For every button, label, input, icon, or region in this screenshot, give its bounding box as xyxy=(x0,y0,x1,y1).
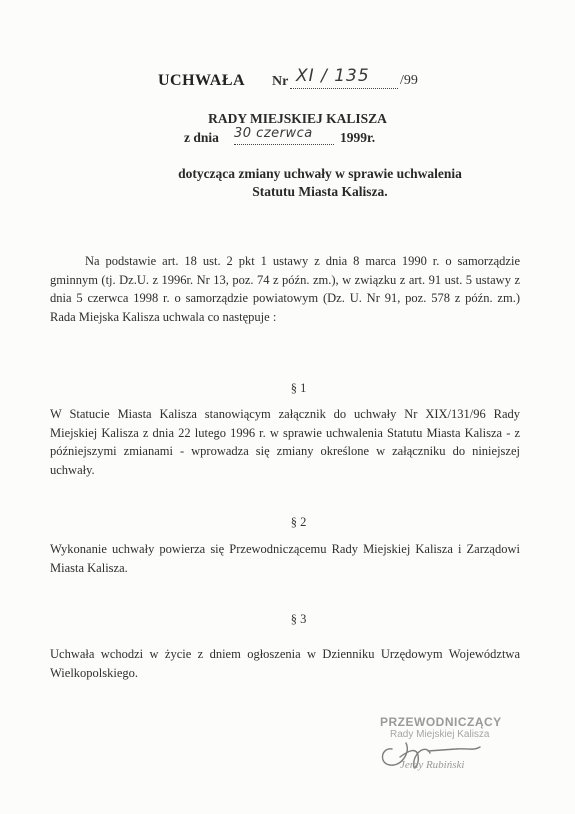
council-name: RADY MIEJSKIEJ KALISZA xyxy=(208,111,387,126)
handwritten-signature xyxy=(370,721,520,781)
section-2-text: Wykonanie uchwały powierza się Przewodniczącemu Rady Miejskiej Kalisza i Zarządowi Miasta Kalisza. xyxy=(50,542,520,575)
date-row xyxy=(184,126,444,149)
section-1-heading: § 1 xyxy=(290,381,307,395)
resolution-title-row xyxy=(150,66,470,94)
subject-line-2: Statutu Miasta Kalisza. xyxy=(252,184,388,199)
preamble-paragraph: Na podstawie art. 18 ust. 2 pkt 1 ustawy z dnia 8 marca 1990 r. o samorządzie gminnym (tj. Dz.U. z 1996r. Nr 13, poz. 74 z późn. zm.), w związku z art. 91 ust. 5 ustawy z dnia 5 czerwca 1998 r. o samorządzie powiatowym (Dz. U. Nr 91, poz. 578 z późn. zm.) Rada Miejska Kalisza uchwala co następuje : xyxy=(50,254,520,324)
date-dotted-line xyxy=(234,144,334,145)
section-3-text: Uchwała wchodzi w życie z dniem ogłoszenia w Dzienniku Urzędowym Województwa Wielkopolskiego. xyxy=(50,647,520,680)
stamp-title: PRZEWODNICZĄCY xyxy=(380,715,502,729)
date-prefix: z dnia xyxy=(184,130,219,145)
section-2-heading: § 2 xyxy=(290,515,307,529)
number-dotted-line xyxy=(290,88,398,89)
section-1-text: W Statucie Miasta Kalisza stanowiącym załącznik do uchwały Nr XIX/131/96 Rady Miejskiej Kalisza z dnia 22 lutego 1996 r. w sprawie uchwalenia Statutu Miasta Kalisza - z późniejszymi zmianami - wprowadza się zmiany określone w załączniku do niniejszej uchwały. xyxy=(50,407,520,477)
resolution-title: UCHWAŁA xyxy=(158,72,246,89)
number-year-suffix: /99 xyxy=(400,73,418,88)
stamp-name: Jerzy Rubiński xyxy=(400,759,465,771)
handwritten-number: XI / 135 xyxy=(296,66,370,86)
section-3-heading: § 3 xyxy=(290,612,307,626)
chairman-stamp xyxy=(370,715,530,775)
stamp-council: Rady Miejskiej Kalisza xyxy=(390,729,490,740)
resolution-subject xyxy=(160,165,480,201)
handwritten-date: 30 czerwca xyxy=(234,126,313,141)
number-label: Nr xyxy=(272,74,289,89)
subject-line-1: dotycząca zmiany uchwały w sprawie uchwalenia xyxy=(178,166,462,181)
date-year: 1999r. xyxy=(340,130,376,145)
